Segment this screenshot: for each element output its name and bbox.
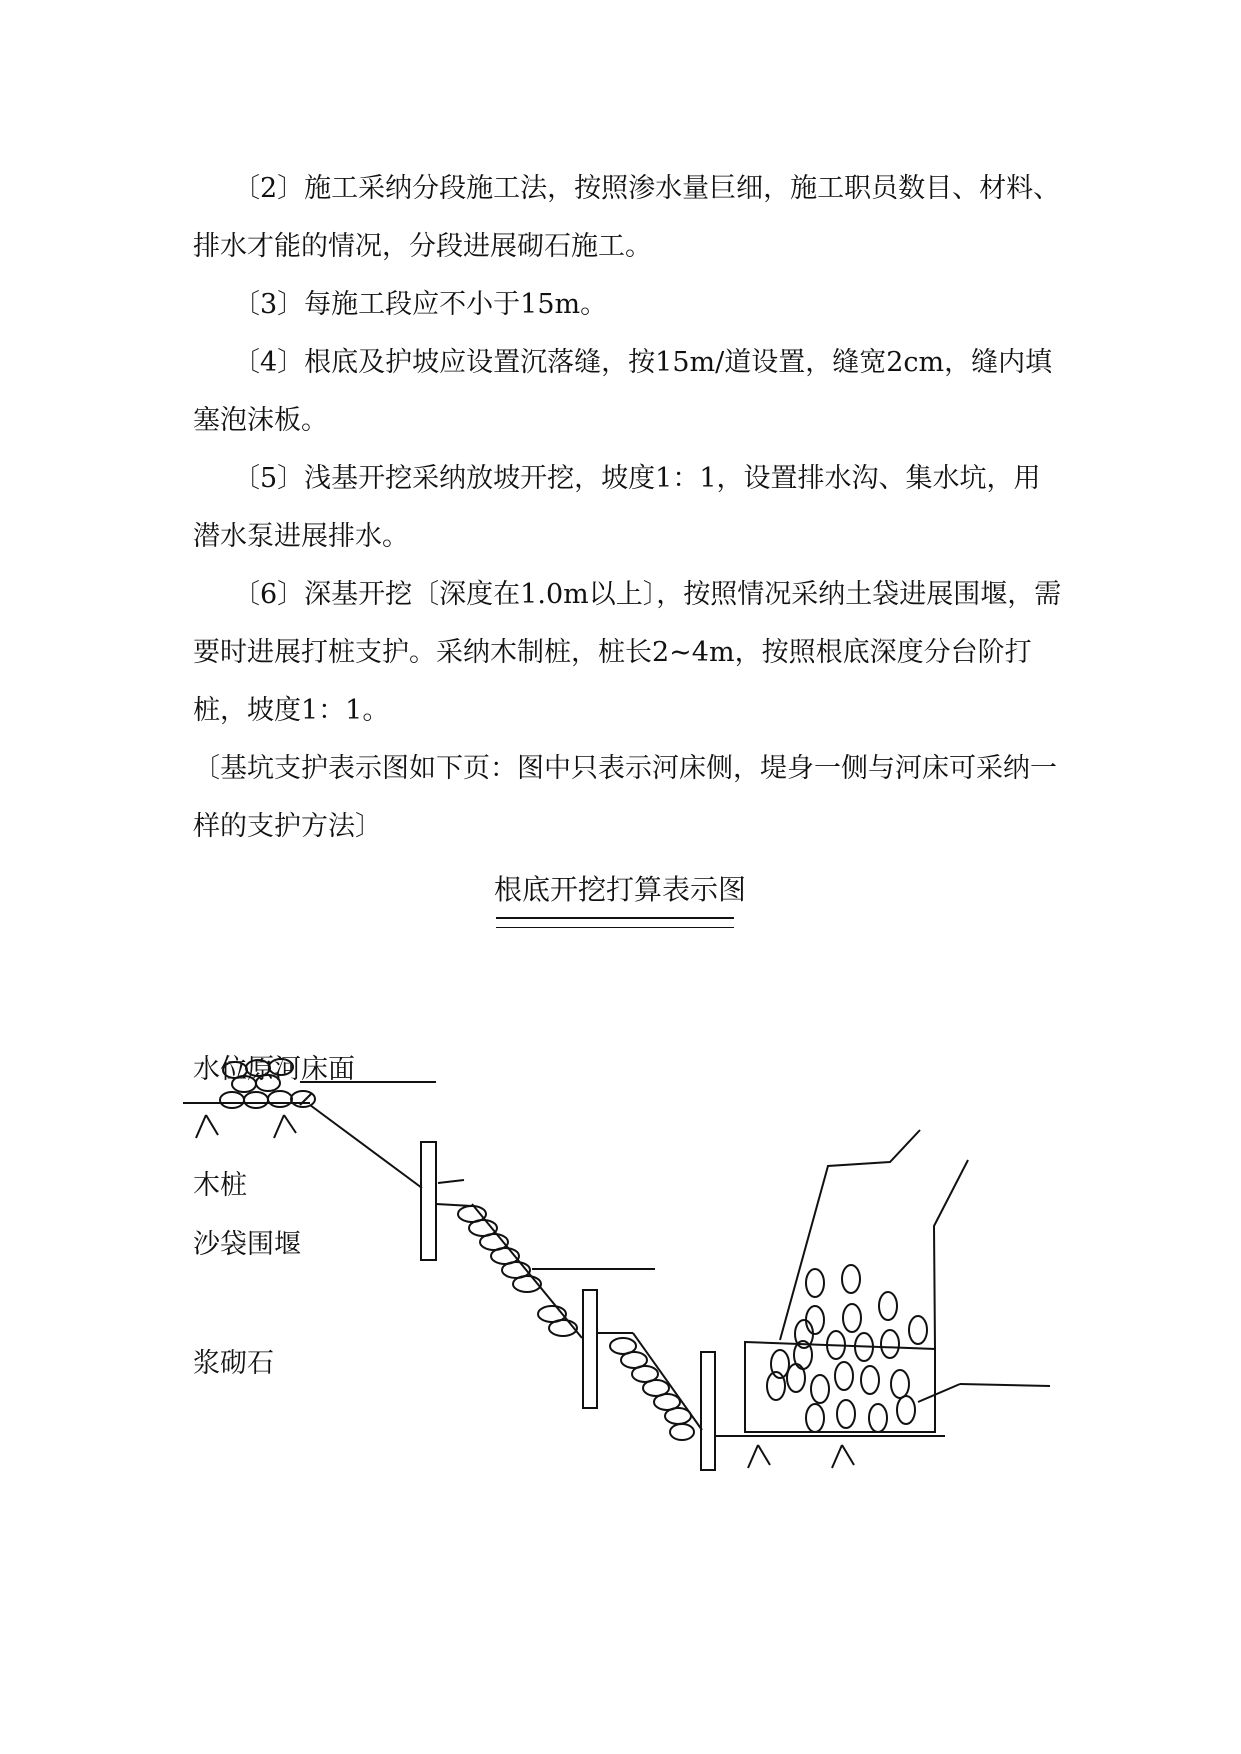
figure-note: 〔基坑支护表示图如下页：图中只表示河床侧，堤身一侧与河床可采纳一样的支护方法〕 xyxy=(193,753,1057,842)
soil-hatch-left xyxy=(196,1093,312,1138)
pile-1 xyxy=(421,1142,436,1260)
masonry-leader xyxy=(918,1384,960,1402)
upper-slope xyxy=(310,1105,422,1188)
pile-2 xyxy=(583,1290,597,1408)
sandbag-row-1 xyxy=(458,1206,577,1336)
embankment-outline-left xyxy=(780,1130,920,1340)
embankment-outline-right xyxy=(934,1160,968,1349)
paragraph-3: 〔3〕每施工段应不小于15m。 xyxy=(233,289,608,320)
pile-leader xyxy=(438,1180,464,1183)
paragraph-5: 〔5〕浅基开挖采纳放坡开挖，坡度1：1，设置排水沟、集水坑，用潜水泵进展排水。 xyxy=(193,463,1041,552)
label-pile: 木桩 xyxy=(193,1170,247,1201)
paragraph-6: 〔6〕深基开挖〔深度在1.0m以上〕，按照情况采纳土袋进展围堰，需要时进展打桩支护。采纳木制桩，桩长2~4m，按照根底深度分台阶打桩，坡度1：1。 xyxy=(193,579,1062,726)
soil-hatch-right xyxy=(748,1445,854,1468)
sandbag-row-2 xyxy=(610,1338,694,1440)
paragraph-2: 〔2〕施工采纳分段施工法，按照渗水量巨细，施工职员数目、材料、排水才能的情况，分段进展砌石施工。 xyxy=(193,173,1061,262)
label-sandbag: 沙袋围堰 xyxy=(193,1229,301,1260)
masonry-leader-tail xyxy=(960,1384,1050,1386)
middle-slope xyxy=(472,1204,582,1338)
label-riverbed: 原河床面 xyxy=(247,1054,355,1085)
paragraph-4: 〔4〕根底及护坡应设置沉落缝，按15m/道设置，缝宽2cm，缝内填塞泡沫板。 xyxy=(193,347,1053,436)
label-water-level: 水位 xyxy=(193,1054,247,1085)
label-masonry: 浆砌石 xyxy=(193,1348,274,1379)
pile-3 xyxy=(701,1352,715,1470)
figure-title: 根底开挖打算表示图 xyxy=(493,873,746,906)
